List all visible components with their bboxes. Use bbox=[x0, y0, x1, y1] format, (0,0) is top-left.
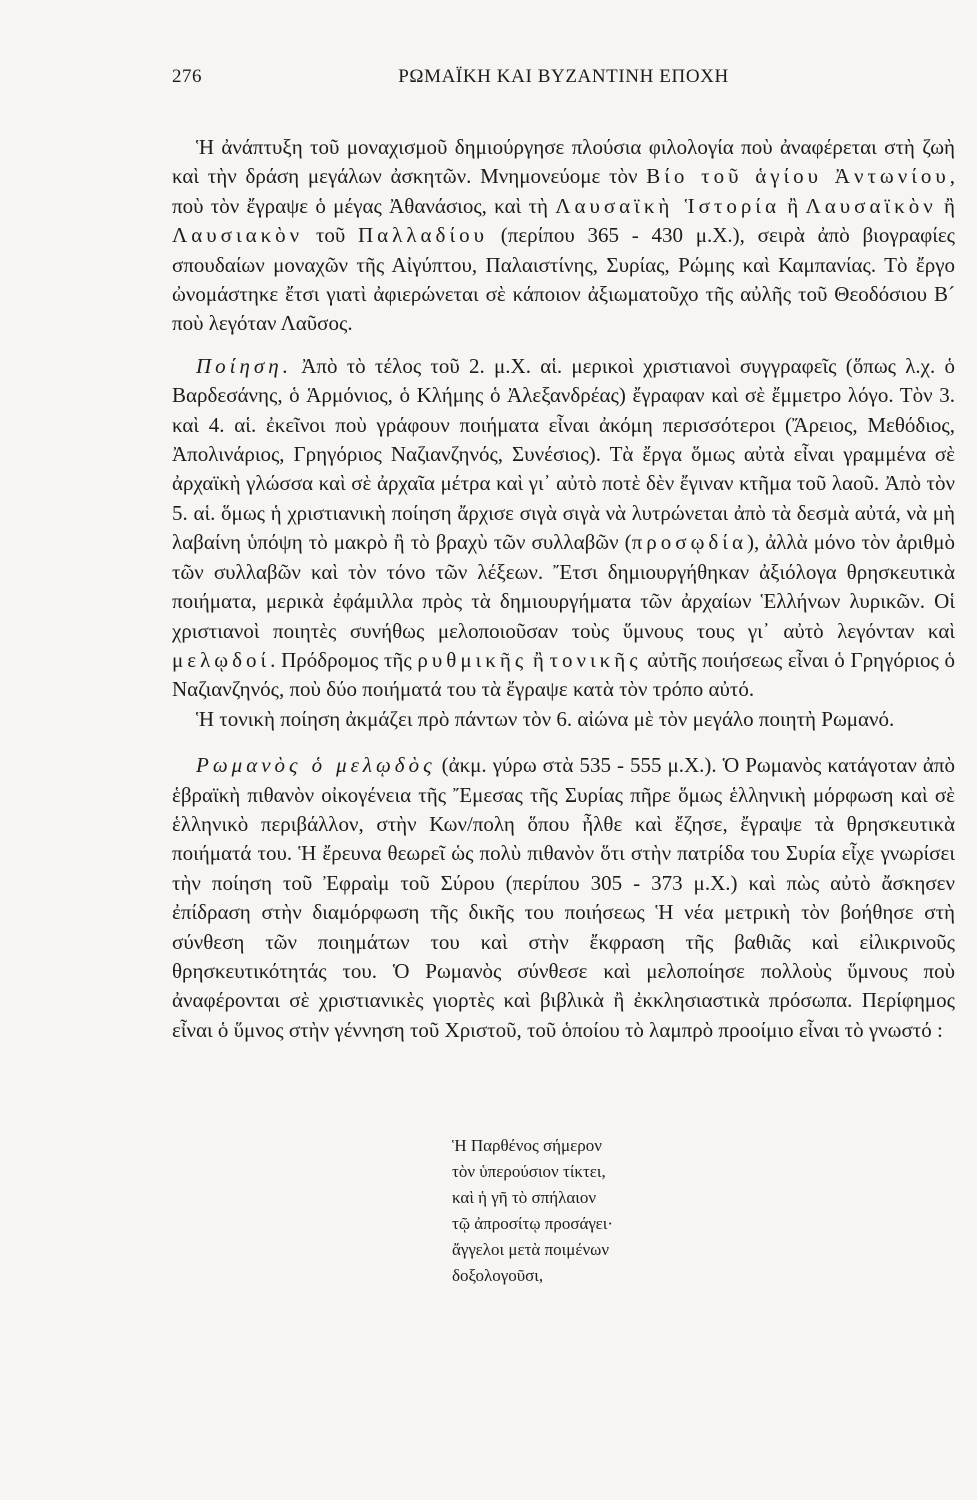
verse-line: ἄγγελοι μετὰ ποιμένων bbox=[452, 1240, 610, 1259]
page-header bbox=[172, 66, 955, 96]
verse-line: δοξολογοῦσι, bbox=[452, 1266, 544, 1285]
text-run: (περίπου 365 - 430 μ.Χ.), σειρὰ ἀπὸ βιογραφίες σπουδαίων μοναχῶν τῆς Αἰγύπτου, Παλαιστίνης, Συρίας, Ρώμης καὶ Καμπανίας. Τὸ ἔργο ὠνομάστηκε ἔτσι γιατὶ ἀφιερώνεται σὲ κάποιον ἀξιωματοῦχο τῆς αὐλῆς τοῦ Θεοδόσιου Β´ ποὺ λεγόταν Λαῦσος. bbox=[172, 223, 955, 336]
verse-line: καὶ ἡ γῆ τὸ σπήλαιον bbox=[452, 1188, 597, 1207]
verse-line: τῷ ἀπροσίτῳ προσάγει· bbox=[452, 1214, 613, 1233]
spaced-title: Λαυσαϊκὴ Ἱστορία bbox=[555, 193, 780, 218]
paragraph-poetry bbox=[172, 352, 955, 705]
spaced-term: τονικῆς bbox=[549, 647, 642, 672]
text-run: ἢ bbox=[936, 193, 956, 218]
spaced-term: ρυθμικῆς bbox=[417, 647, 528, 672]
spaced-title: Λαυσαϊκὸν bbox=[805, 193, 937, 218]
spaced-title: Βίο τοῦ ἁγίου Ἀντωνίου bbox=[646, 164, 950, 189]
text-run: Ἀπὸ τὸ τέλος τοῦ 2. μ.Χ. αἱ. μερικοὶ χριστιανοὶ συγγραφεῖς (ὅπως λ.χ. ὁ Βαρδεσάνης, ὁ Ἁρμόνιος, ὁ Κλήμης ὁ Ἀλεξανδρέας) ἔγραφαν καὶ σὲ ἔμμετρο λόγο. Τὸν 3. καὶ 4. αἱ. ἐκεῖνοι ποὺ γράφουν ποιήματα εἶναι ἀκόμη περισσότεροι (Ἄρειος, Μεθόδιος, Ἀπολινάριος, Γρηγόριος Ναζιανζηνός, Συνέσιος). Τὰ ἔργα ὅμως αὐτὰ εἶναι γραμμένα σὲ ἀρχαϊκὴ γλώσσα καὶ σὲ ἀρχαῖα μέτρα καὶ γι᾽ αὐτὸ ποτὲ δὲν ἔγιναν κτῆμα τοῦ λαοῦ. Ἀπὸ τὸν 5. αἱ. ὅμως ἡ χριστιανικὴ ποίηση ἄρχισε σιγὰ σιγὰ νὰ λυτρώνεται ἀπὸ τὰ δεσμὰ αὐτά, νὰ μὴ λαβαίνη ὑπόψη τὸ μακρὸ ἢ τὸ βραχὺ τῶν συλλαβῶν ( bbox=[172, 353, 955, 555]
text-run: αὐτῆς ποιήσεως εἶναι ὁ Γρηγόριος ὁ Ναζιανζηνός, ποὺ δύο ποιήματά του τὰ ἔγραψε κατὰ τὸν τρόπο αὐτό. bbox=[172, 647, 955, 702]
text-run: . Πρόδρομος τῆς bbox=[270, 647, 418, 672]
spaced-term: προσῳδία bbox=[631, 530, 747, 555]
spaced-name: Παλλαδίου bbox=[358, 223, 488, 248]
paragraph-romanos bbox=[172, 751, 955, 1045]
text-run: τοῦ bbox=[303, 223, 359, 248]
text-run: , ποὺ τὸν ἔγραψε ὁ μέγας Ἀθανάσιος, καὶ τὴ bbox=[172, 164, 955, 218]
verse-line: τὸν ὑπερούσιον τίκτει, bbox=[452, 1162, 606, 1181]
page-number: 276 bbox=[172, 66, 202, 87]
text-run: Ἡ τονικὴ ποίηση ἀκμάζει πρὸ πάντων τὸν 6. αἰώνα μὲ τὸν μεγάλο ποιητὴ Ρωμανό. bbox=[196, 706, 895, 731]
text-run: Ἡ ἀνάπτυξη τοῦ μοναχισμοῦ δημιούργησε πλούσια φιλολογία ποὺ ἀναφέρεται στὴ ζωὴ καὶ τὴν δράση μεγάλων ἀσκητῶν. Μνημονεύομε τὸν bbox=[172, 135, 955, 189]
text-run: ), ἀλλὰ μόνο τὸν ἀριθμὸ τῶν συλλαβῶν καὶ τὸν τόνο τῶν λέξεων. Ἔτσι δημιουργήθηκαν ἀξιόλογα θρησκευτικὰ ποιήματα, μερικὰ ἐφάμιλλα πρὸς τὰ δημιουργήματα τῶν ἀρχαίων Ἑλλήνων λυρικῶν. Οἱ χριστιανοὶ ποιητὲς συνήθως μελοποιοῦσαν τοὺς ὕμνους τους γι᾽ αὐτὸ λεγόνταν καὶ bbox=[172, 530, 956, 643]
paragraph-monasticism bbox=[172, 133, 955, 339]
text-run: (ἀκμ. γύρω στὰ 535 - 555 μ.Χ.). Ὁ Ρωμανὸς κατάγοταν ἀπὸ ἑβραϊκὴ πιθανὸν οἰκογένεια τῆς Ἔμεσας τῆς Συρίας πῆρε ὅμως ἑλληνικὴ μόρφωση καὶ σὲ ἑλληνικὸ περιβάλλον, στὴν Κων/πολη ὅπου ἦλθε καὶ ἔζησε, ἔγραψε τὰ θρησκευτικὰ ποιήματά του. Ἡ ἔρευνα θεωρεῖ ὡς πολὺ πιθανὸν ὅτι στὴν πατρίδα του Συρία εἶχε γνωρίσει τὴν ποίηση τοῦ Ἐφραὶμ τοῦ Σύρου (περίπου 305 - 373 μ.Χ.) καὶ πὼς αὐτὸ ἄσκησεν ἐπίδραση στὴν διαμόρφωση τῆς δικῆς του ποιήσεως Ἡ νέα μετρικὴ τὸν βοήθησε στὴ σύνθεση τῶν ποιημάτων του καὶ στὴν ἔκφραση τῆς βαθιᾶς καὶ εἰλικρινοῦς θρησκευτικότητάς του. Ὁ Ρωμανὸς σύνθεσε καὶ μελοποίησε πολλοὺς ὕμνους ποὺ ἀναφέρονται σὲ χριστιανικὲς γιορτὲς καὶ βιβλικὰ ἢ ἐκκλησιαστικὰ πρόσωπα. Περίφημος εἶναι ὁ ὕμνος στὴν γέννηση τοῦ Χριστοῦ, τοῦ ὁποίου τὸ λαμπρὸ προοίμιο εἶναι τὸ γνωστό : bbox=[172, 753, 955, 1042]
running-title: ΡΩΜΑΪΚΗ ΚΑΙ ΒΥΖΑΝΤΙΝΗ ΕΠΟΧΗ bbox=[398, 66, 729, 87]
body-text bbox=[172, 133, 955, 1045]
verse-line: Ἡ Παρθένος σήμερον bbox=[452, 1136, 602, 1155]
section-heading-romanos: Ρωμανὸς ὁ μελῳδὸς bbox=[196, 753, 436, 778]
text-run: ἢ bbox=[779, 193, 806, 218]
text-run: ἢ bbox=[527, 647, 550, 672]
spaced-title: Λαυσιακὸν bbox=[172, 223, 304, 248]
spaced-term: μελῳδοί bbox=[172, 647, 271, 672]
section-heading-poetry: Ποίηση. bbox=[196, 353, 292, 378]
hymn-verse bbox=[452, 1133, 872, 1289]
paragraph-tonic-poetry bbox=[172, 705, 955, 734]
